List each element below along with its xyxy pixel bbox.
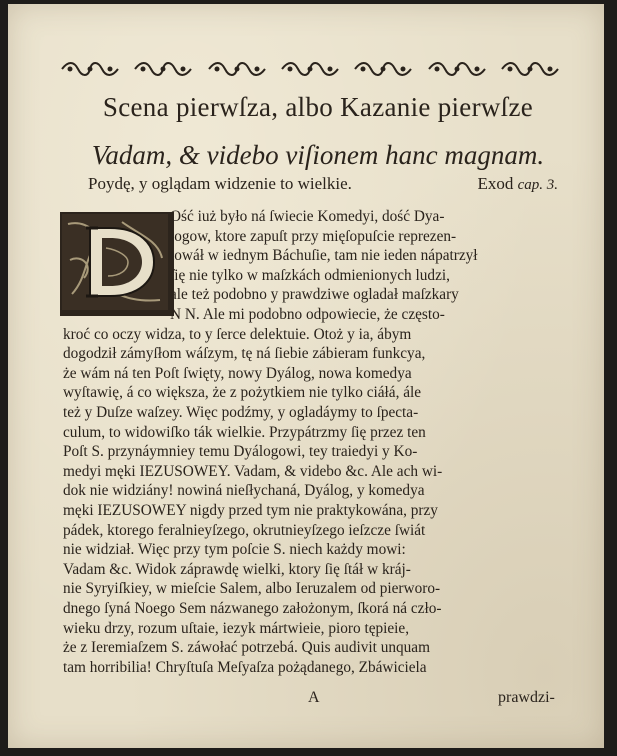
book-page xyxy=(8,4,604,748)
polish-epigraph xyxy=(88,174,558,194)
reference-chapter: cap. 3. xyxy=(517,177,558,193)
polish-epigraph-text: Poydę, y oglądam widzenie to wielkie. xyxy=(88,174,352,193)
text-line: medyi męki IEZUSOWEY. Vadam, & videbo &c. Ale ach wi- xyxy=(63,462,443,480)
text-line: że wám ná ten Poſt ſwięty, nowy Dyálog, nowa komedya xyxy=(63,364,412,382)
initial-d-icon xyxy=(62,214,168,310)
text-line: ſię nie tylko w maſzkách odmienionych ludzi, xyxy=(170,266,450,284)
text-line: kroć co oczy widza, to y ſerce delektuie. Otoż y ia, ábym xyxy=(63,325,412,343)
latin-epigraph: Vadam, & videbo viſionem hanc magnam. xyxy=(91,140,545,170)
ornamental-header-band xyxy=(60,56,560,82)
decorated-initial-d xyxy=(60,212,174,316)
text-line: męki IEZUSOWEY nigdy przed tym nie praktykowána, przy xyxy=(63,502,438,519)
text-line: tam horribilia! Chryſtuſa Meſyaſza pożądanego, Zbáwiciela xyxy=(63,658,427,676)
text-line: też y Duſze waſzey. Więc podźmy, y ogladáymy to ſpecta- xyxy=(63,404,419,421)
ornament-icon xyxy=(500,60,560,78)
text-line: nie Syryiſkiey, w mieſcie Salem, albo Ieruzalem od pierworo- xyxy=(63,580,441,598)
ornament-icon xyxy=(133,60,193,78)
scripture-reference xyxy=(477,174,558,194)
text-line: N N. Ale mi podobno odpowiecie, że często- xyxy=(170,306,445,323)
text-line: Ość iuż było ná ſwiecie Komedyi, dość Dya- xyxy=(170,208,445,225)
reference-book: Exod xyxy=(477,174,514,193)
text-line: wyſtawię, á co większa, że z pożytkiem nie tylko ciáłá, ále xyxy=(63,384,422,402)
ornament-icon xyxy=(427,60,487,78)
text-line: dnego ſyná Noego Sem názwanego założonym, ſkorá ná czło- xyxy=(63,600,442,617)
ornament-icon xyxy=(60,60,120,78)
ornament-icon xyxy=(280,60,340,78)
signature-mark: A xyxy=(308,689,320,706)
text-line: Vadam &c. Widok záprawdę wielki, ktory ſię ſtáł w kráj- xyxy=(63,560,411,578)
text-line: pádek, ktorego feralnieyſzego, okrutnieyſzego ieſzcze ſwiát xyxy=(63,521,426,539)
text-line: wieku drzy, rozum uſtaie, iezyk mártwieie, pioro tępieie, xyxy=(63,619,410,637)
section-heading: Scena pierwſza, albo Kazanie pierwſze xyxy=(102,92,534,122)
text-line: Poſt S. przynáymniey temu Dyálogowi, tey traiedyi y Ko- xyxy=(63,443,418,461)
text-line: że z Ieremiaſzem S. záwołać potrzebá. Quis audivit unquam xyxy=(63,639,430,657)
text-line: logow, ktore zapuſt przy mięſopuſcie reprezen- xyxy=(170,227,457,245)
text-line: dok nie widziány! nowiná nieſłychaná, Dyálog, y komedya xyxy=(63,482,425,500)
catchword: prawdzi- xyxy=(498,689,555,706)
text-line: nie widział. Więc przy tym poſcie S. niech każdy mowi: xyxy=(63,541,406,559)
text-line: dogodził zámyſłom wáſzym, tę ná ſiebie zábieram funkcya, xyxy=(63,345,426,363)
text-line: towáł w iednym Báchuſie, tam nie ieden nápatrzył xyxy=(170,247,478,265)
ornament-icon xyxy=(207,60,267,78)
text-line: ale też podobno y prawdziwe ogladał maſzkary xyxy=(170,286,459,304)
ornament-icon xyxy=(353,60,413,78)
text-line: culum, to widowiſko ták wielkie. Przypátrzmy ſię przez ten xyxy=(63,423,426,441)
